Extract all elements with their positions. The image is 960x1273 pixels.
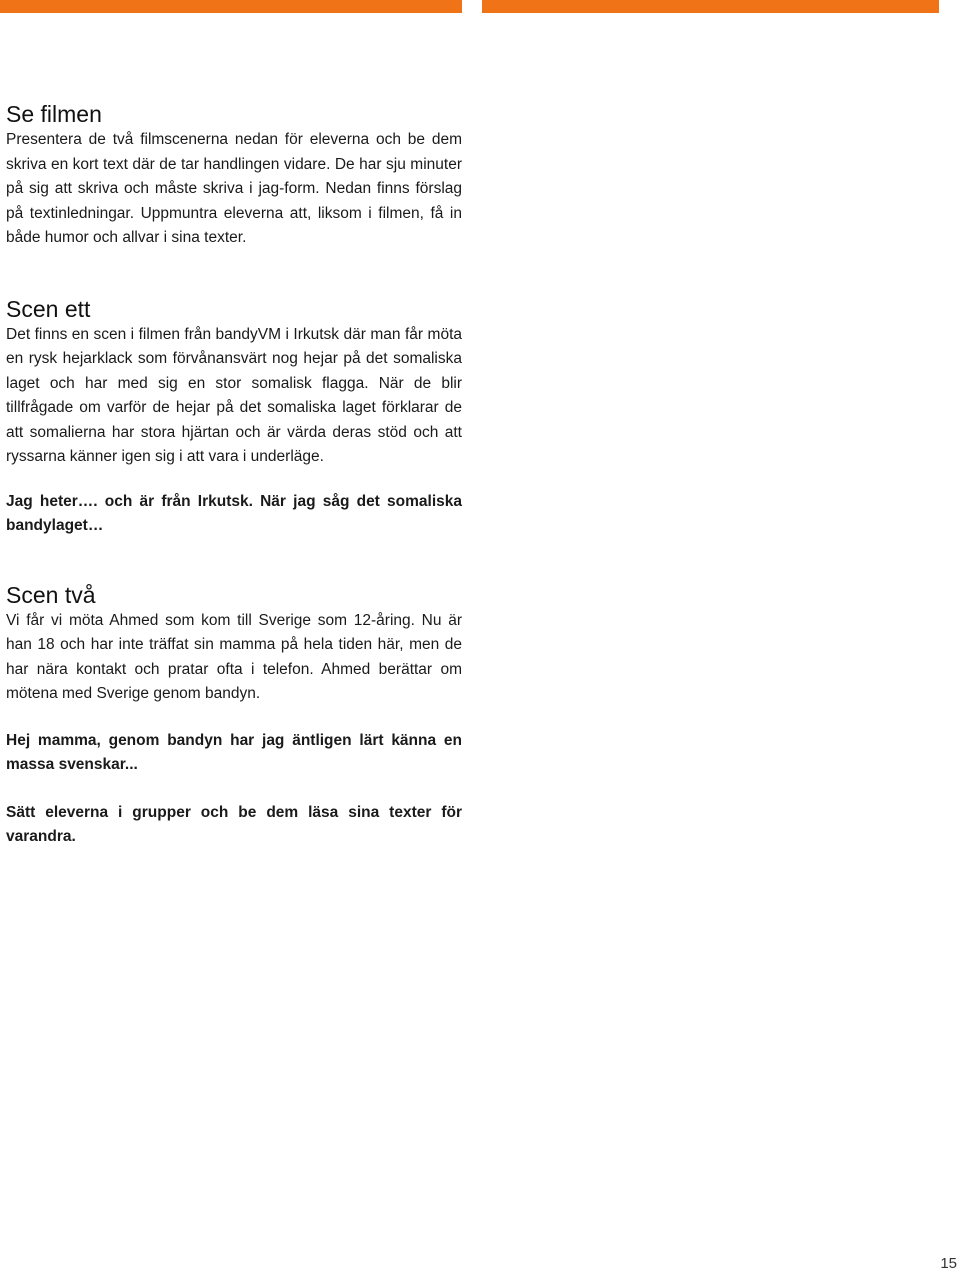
section-scen-tva: [6, 581, 462, 778]
scen-ett-paragraph: Det finns en scen i filmen från bandyVM i Irkutsk där man får möta en rysk hejarklack som förvånansvärt nog hejar på det somaliska laget och har med sig en stor somalisk flagga. När de blir tillfrågade om varför de hejar på det somaliska laget förklarar de att somalierna har stora hjärtan och är värda deras stöd och att ryssarna känner igen sig i att vara i underläge.: [6, 325, 462, 465]
intro-paragraph: Presentera de två filmscenerna nedan för eleverna och be dem skriva en kort text där de tar handlingen vidare. De har sju minuter på sig att skriva och måste skriva i jag-form. Nedan finns förslag på textinledningar. Uppmuntra eleverna att, liksom i filmen, få in både humor och allvar i sina texter.: [6, 131, 462, 246]
scen-ett-writing-prompt: Jag heter…. och är från Irkutsk. När jag såg det somaliska bandylaget…: [6, 492, 462, 534]
section-se-filmen: [6, 100, 462, 251]
section-heading-scen-ett: Scen ett: [6, 295, 91, 322]
section-heading-se-filmen: Se filmen: [6, 101, 102, 127]
section-heading-scen-tva: Scen två: [6, 581, 96, 608]
closing-instruction: Sätt eleverna i grupper och be dem läsa sina texter för varandra.: [6, 803, 462, 845]
page-number: 15: [940, 1255, 957, 1272]
scen-tva-paragraph: Vi får vi möta Ahmed som kom till Sverige som 12-åring. Nu är han 18 och har inte träffat sin mamma på hela tiden här, men de har nära kontakt och pratar ofta i telefon. Ahmed berättar om mötena med Sverige genom bandyn.: [6, 611, 462, 702]
section-scen-ett: [6, 295, 462, 539]
scen-tva-writing-prompt: Hej mamma, genom bandyn har jag äntligen lärt känna en massa svenskar...: [6, 731, 462, 773]
header-accent-bar-right: [482, 0, 939, 13]
header-accent-bar-left: [0, 0, 462, 13]
main-content: [6, 100, 462, 850]
